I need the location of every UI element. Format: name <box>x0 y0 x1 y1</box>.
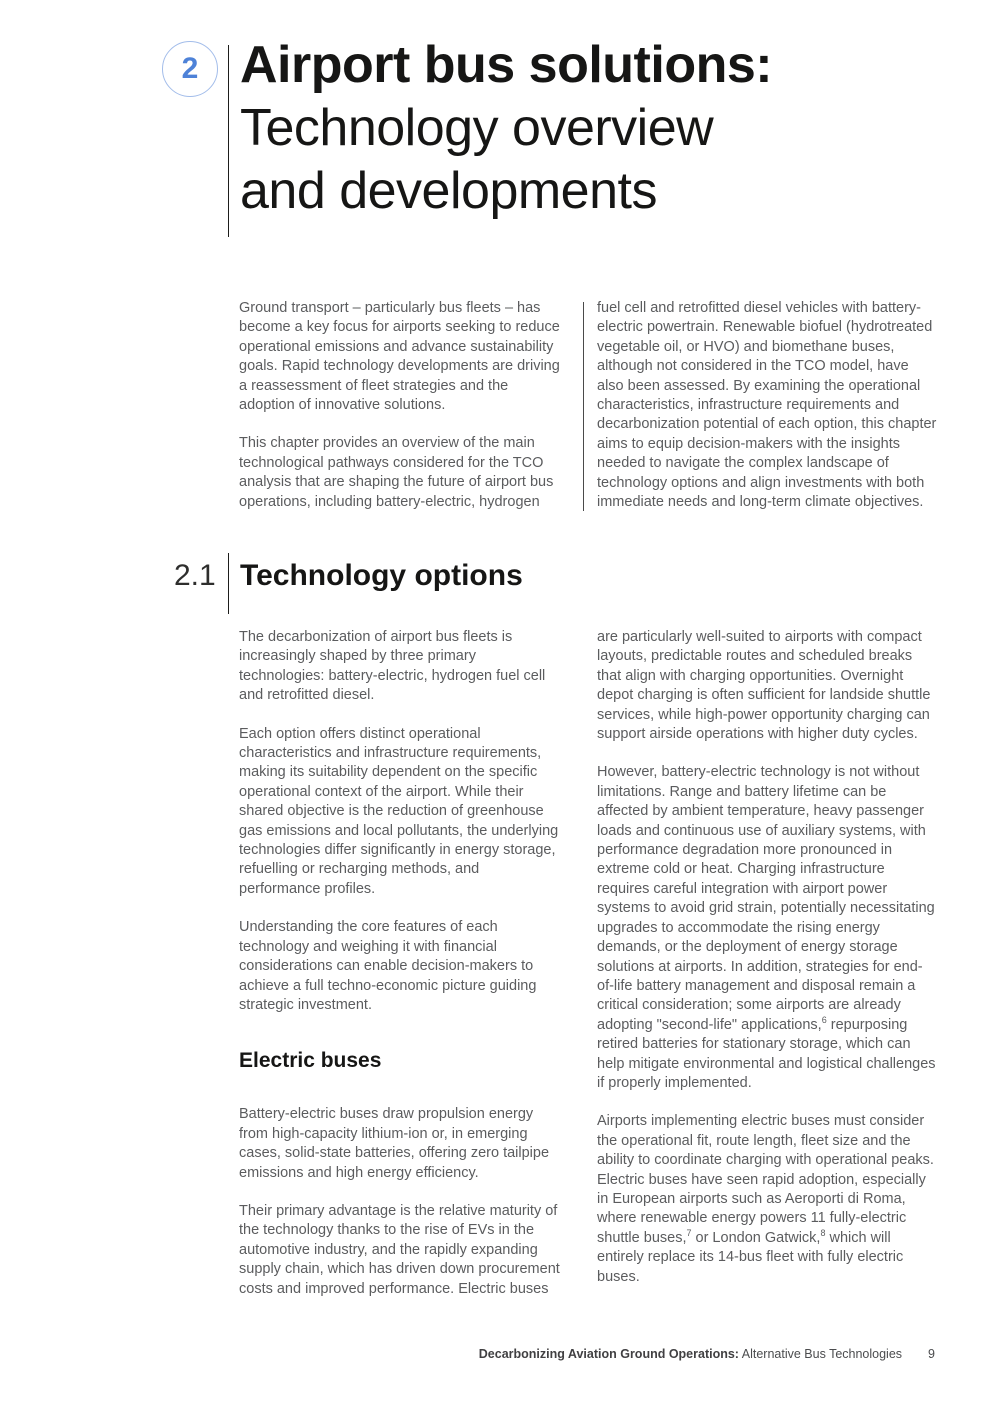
page-number: 9 <box>928 1347 935 1361</box>
section-number: 2.1 <box>174 559 216 592</box>
section-paragraph: However, battery-electric technology is not without limitations. Range and battery lifetime can be affected by ambient temperature, heavy passenger loads and continuous use of auxiliary systems, with performance degradation more pronounced in extreme cold or heat. Charging infrastructure requires careful integration with airport power systems to avoid grid strain, potentially necessitating upgrades to accommodate the rising energy demands, or the deployment of energy storage solutions at airports. In addition, strategies for end-of-life battery management and disposal remain a critical consideration; some airports are already adopting "second-life" applications,$^6$ repurposing retired batteries for stationary storage, which can help mitigate environmental and logistical challenges if properly implemented. <box>597 764 936 1091</box>
chapter-title-main: Airport bus solutions: <box>240 36 773 94</box>
intro-column-right <box>597 299 937 512</box>
intro-column-divider <box>583 302 584 511</box>
intro-paragraph: This chapter provides an overview of the main technological pathways considered for the TCO analysis that are shaping the future of airport bus operations, including battery-electric, hydrogen <box>239 435 554 510</box>
chapter-title-sub-2: and developments <box>240 162 657 220</box>
section-paragraph: are particularly well-suited to airports with compact layouts, predictable routes and scheduled breaks that align with charging opportunities. Overnight depot charging is often sufficient for landside shuttle services, while high-power opportunity charging can support airside operations with higher duty cycles. <box>597 629 931 743</box>
chapter-title-sub-1: Technology overview <box>240 99 714 157</box>
section-title: Technology options <box>240 559 523 592</box>
footer-report-subtitle: Alternative Bus Technologies <box>738 1347 903 1361</box>
intro-paragraph: Ground transport – particularly bus fleets – has become a key focus for airports seeking to reduce operational emissions and advance sustainability goals. Rapid technology developments are driving a reassessment of fleet strategies and the adoption of innovative solutions. <box>239 300 560 414</box>
title-divider-rule <box>228 45 229 237</box>
subsection-heading-electric-buses: Electric buses <box>239 1049 382 1073</box>
chapter-number: 2 <box>181 52 199 85</box>
intro-paragraph: fuel cell and retrofitted diesel vehicles with battery-electric powertrain. Renewable biofuel (hydrotreated vegetable oil, or HVO) and biomethane buses, although not considered in the TCO model, have also been assessed. By examining the operational characteristics, infrastructure requirements and decarbonization potential of each option, this chapter aims to equip decision-makers with the insights needed to navigate the complex landscape of technology options and align investments with both immediate needs and long-term climate objectives. <box>597 300 937 511</box>
section-column-left <box>239 628 562 1299</box>
section-paragraph: Airports implementing electric buses must consider the operational fit, route length, fleet size and the ability to coordinate charging with operational peaks. Electric buses have seen rapid adoption, especially in European airports such as Aeroporti di Roma, where renewable energy powers 11 fully-electric shuttle buses,$^7$ or London Gatwick,$^8$ which will entirely replace its 14-bus fleet with fully electric buses. <box>597 1113 934 1285</box>
section-paragraph: Their primary advantage is the relative maturity of the technology thanks to the rise of EVs in the automotive industry, and the rapidly expanding supply chain, which has driven down procurement costs and improved performance. Electric buses <box>239 1202 560 1297</box>
section-divider-rule <box>228 553 229 614</box>
section-paragraph: Each option offers distinct operational characteristics and infrastructure requirements, making its suitability dependent on the specific operational context of the airport. While their shared objective is the reduction of greenhouse gas emissions and local pollutants, the underlying technologies differ significantly in energy storage, refuelling or recharging methods, and performance profiles. <box>239 725 559 897</box>
chapter-number-badge <box>162 41 218 97</box>
footer-report-title: Decarbonizing Aviation Ground Operations: <box>478 1347 739 1361</box>
section-paragraph: The decarbonization of airport bus fleets is increasingly shaped by three primary technologies: battery-electric, hydrogen fuel cell and retrofitted diesel. <box>239 629 546 704</box>
section-paragraph: Battery-electric buses draw propulsion energy from high-capacity lithium-ion or, in emerging cases, solid-state batteries, offering zero tailpipe emissions and high energy efficiency. <box>239 1106 550 1181</box>
page-footer <box>479 1346 935 1362</box>
section-column-right <box>597 628 937 1287</box>
chapter-title <box>240 34 772 223</box>
intro-column-left <box>239 299 562 512</box>
section-paragraph: Understanding the core features of each technology and weighing it with financial considerations can enable decision-makers to achieve a full techno-economic picture guiding strategic investment. <box>239 919 537 1013</box>
